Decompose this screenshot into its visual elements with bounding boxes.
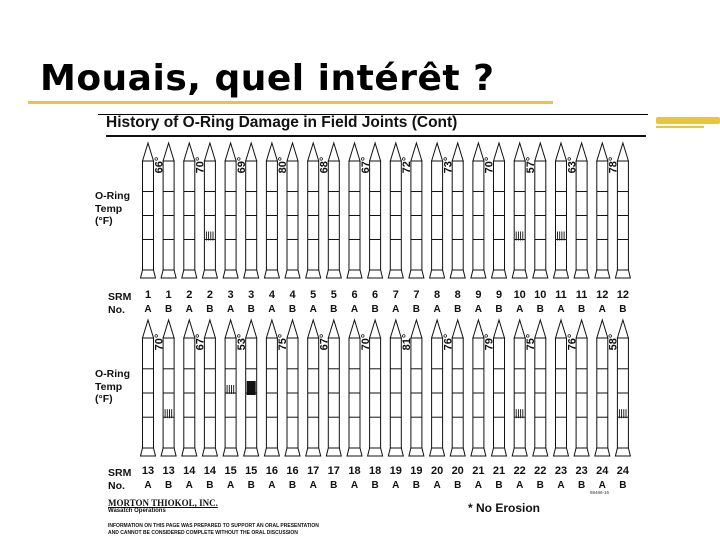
rocket-nozzle (471, 448, 486, 456)
srm-number: 5 (330, 289, 337, 301)
srm-side-letter: B (495, 304, 503, 315)
srm-side-letter: B (536, 304, 544, 315)
srm-side-letter: A (557, 480, 565, 491)
company-name: MORTON THIOKOL, INC. (108, 498, 218, 508)
rocket-nozzle (512, 448, 527, 456)
srm-side-letter: B (288, 304, 297, 315)
temp-label-line: Temp (95, 380, 123, 393)
srm-side-letter: A (474, 480, 483, 491)
rocket-nose (432, 143, 443, 161)
temperature-label: 69° (235, 156, 248, 174)
rocket-nozzle (202, 270, 217, 278)
srm-side-letter: A (350, 304, 359, 315)
srm-side-letter: A (268, 480, 276, 491)
rocket-nose (184, 320, 195, 338)
rocket-nozzle (326, 448, 341, 456)
srm-number: 12 (596, 289, 609, 301)
footnote (108, 523, 319, 537)
rocket-nozzle (615, 270, 630, 278)
rocket-nozzle (264, 448, 279, 456)
rocket-nose (390, 320, 401, 338)
srm-number: 11 (555, 289, 567, 301)
rocket-nozzle (264, 270, 279, 278)
srm-number: 8 (434, 289, 441, 301)
rocket-nozzle (450, 448, 465, 456)
srm-side-letter: B (371, 480, 379, 491)
srm-side-letter: A (598, 304, 606, 315)
rocket-nozzle (244, 270, 259, 278)
temperature-label: 73° (442, 156, 455, 174)
srm-side-letter: B (619, 480, 627, 491)
rocket-nozzle (430, 448, 445, 456)
rocket-nose (225, 320, 236, 338)
srm-side-letter: A (309, 304, 317, 315)
rocket-nozzle (430, 270, 445, 278)
srm-side-letter: B (330, 480, 338, 491)
srm-number: 24 (616, 465, 630, 477)
srm-side-letter: B (288, 480, 297, 491)
rocket-nozzle (615, 448, 630, 456)
rocket-nozzle (141, 448, 156, 456)
srm-side-letter: B (412, 480, 421, 491)
temperature-label: 63° (566, 156, 579, 174)
rocket-nozzle (223, 270, 238, 278)
srm-number: 19 (389, 465, 402, 477)
damage-mark (247, 381, 256, 395)
srm-number: 7 (413, 289, 420, 301)
rocket-nozzle (368, 270, 383, 278)
srm-side-letter: A (474, 304, 483, 315)
rocket-nozzle (202, 448, 217, 456)
srm-label-line: SRM (108, 291, 132, 303)
rocket-nose (349, 320, 360, 338)
srm-side-letter: A (309, 480, 317, 491)
srm-number: 15 (245, 465, 258, 477)
rocket-nozzle (554, 270, 569, 278)
footnote-line: AND CANNOT BE CONSIDERED COMPLETE WITHOUT THE ORAL DISCUSSION (108, 530, 298, 536)
rocket-nozzle (595, 270, 610, 278)
rocket-nose (473, 143, 484, 161)
srm-number: 9 (495, 289, 503, 301)
srm-side-letter: B (164, 480, 173, 491)
division-name: Wasatch Operations (108, 508, 166, 514)
temperature-label: 72° (401, 156, 414, 174)
rocket-nozzle (161, 270, 176, 278)
legend-no-erosion: * No Erosion (468, 501, 541, 515)
rocket-nozzle (182, 270, 197, 278)
rocket-nose (225, 143, 236, 161)
temperature-label: 67° (359, 156, 372, 174)
rocket-nose (473, 320, 484, 338)
temperature-label: 76° (442, 333, 455, 351)
rocket-nose (597, 320, 608, 338)
srm-label-line: SRM (108, 467, 132, 479)
srm-number: 1 (165, 289, 172, 301)
srm-side-letter: B (206, 480, 214, 491)
rocket-nozzle (161, 448, 176, 456)
rocket-nose (597, 143, 608, 161)
srm-side-letter: A (144, 304, 152, 315)
figure-ref: 88486-16 (590, 490, 610, 495)
srm-side-letter: A (433, 304, 441, 315)
temp-label-line: O-Ring (95, 190, 130, 202)
temperature-label: 75° (525, 333, 537, 351)
rocket-nozzle (306, 270, 321, 278)
rocket-nozzle (450, 270, 465, 278)
srm-number: 21 (472, 465, 485, 477)
rocket-nozzle (533, 448, 548, 456)
srm-number: 2 (206, 289, 213, 301)
slide-title: Mouais, quel intérêt ? (40, 58, 495, 99)
rocket-nose (308, 320, 319, 338)
srm-side-letter: B (330, 304, 338, 315)
figure-title: History of O-Ring Damage in Field Joints (Cont) (106, 114, 458, 131)
srm-side-letter: A (144, 480, 152, 491)
srm-number: 24 (596, 465, 609, 477)
srm-side-letter: A (392, 480, 400, 491)
temperature-label: 67° (318, 333, 331, 351)
srm-side-letter: A (350, 480, 359, 491)
srm-number: 9 (475, 289, 482, 301)
temp-label-line: (°F) (95, 393, 113, 405)
srm-side-letter: B (247, 304, 255, 315)
srm-number: 6 (351, 289, 358, 301)
srm-side-letter: B (495, 480, 503, 491)
srm-side-letter: B (577, 304, 586, 315)
srm-number: 21 (492, 465, 506, 477)
rocket-nozzle (223, 448, 238, 456)
temp-label-line: Temp (95, 202, 123, 215)
srm-number: 19 (410, 465, 423, 477)
srm-side-letter: A (598, 480, 606, 491)
temperature-label: 70° (194, 156, 207, 174)
rocket-nozzle (409, 448, 424, 456)
oring-damage-figure (78, 108, 650, 540)
rocket-nozzle (244, 448, 259, 456)
rocket-nose (266, 143, 277, 161)
srm-side-letter: A (185, 304, 193, 315)
srm-number: 4 (268, 289, 275, 301)
srm-number: 23 (554, 465, 568, 477)
srm-label-line: No. (108, 303, 125, 316)
srm-side-letter: A (226, 304, 235, 315)
temperature-label: 76° (566, 333, 579, 351)
temperature-label: 58° (607, 333, 620, 351)
srm-side-letter: A (557, 304, 565, 315)
rocket-nozzle (326, 270, 341, 278)
temperature-label: 70° (483, 156, 496, 174)
rocket-nose (266, 320, 277, 338)
rocket-nose (184, 143, 195, 161)
temperature-label: 67° (194, 333, 207, 351)
rocket-nozzle (141, 270, 156, 278)
rocket-nozzle (574, 270, 589, 278)
rocket-nozzle (182, 448, 197, 456)
srm-number: 10 (513, 289, 526, 301)
srm-side-letter: A (268, 304, 276, 315)
rocket-nozzle (388, 448, 403, 456)
rocket-nozzle (492, 448, 507, 456)
srm-number: 13 (162, 465, 175, 477)
rocket-nose (308, 143, 319, 161)
rocket-nose (556, 320, 567, 338)
rocket-nose (514, 143, 525, 161)
rocket-nose (143, 320, 154, 338)
srm-number: 1 (144, 289, 152, 301)
accent-bar (656, 117, 720, 124)
rocket-nozzle (492, 270, 507, 278)
rocket-nozzle (533, 270, 548, 278)
srm-number: 17 (327, 465, 340, 477)
srm-side-letter: B (412, 304, 421, 315)
srm-number: 13 (141, 465, 155, 477)
srm-label-line: No. (108, 479, 125, 492)
srm-number: 15 (224, 465, 237, 477)
title-underline (28, 101, 553, 104)
srm-side-letter: B (164, 304, 173, 315)
rocket-nozzle (347, 448, 362, 456)
srm-number: 22 (513, 465, 526, 477)
temperature-label: 79° (483, 333, 496, 351)
srm-side-letter: A (392, 304, 400, 315)
srm-side-letter: B (247, 480, 255, 491)
rocket-nozzle (347, 270, 362, 278)
rocket-nozzle (512, 270, 527, 278)
srm-number: 18 (348, 465, 361, 477)
srm-side-letter: B (206, 304, 214, 315)
rocket-nozzle (595, 448, 610, 456)
rocket-nose (514, 320, 525, 338)
srm-number: 23 (575, 465, 588, 477)
rocket-nozzle (388, 270, 403, 278)
srm-number: 17 (307, 465, 320, 477)
srm-number: 20 (430, 465, 444, 477)
srm-side-letter: A (516, 480, 524, 491)
rocket-nozzle (368, 448, 383, 456)
srm-side-letter: A (516, 304, 524, 315)
srm-number: 5 (310, 289, 317, 301)
temperature-label: 75° (277, 333, 290, 351)
srm-number: 16 (265, 465, 279, 477)
temperature-label: 53° (235, 333, 248, 351)
rocket-nozzle (285, 448, 300, 456)
srm-side-letter: B (454, 304, 462, 315)
srm-number: 18 (368, 465, 382, 477)
srm-side-letter: A (185, 480, 193, 491)
rocket-nose (349, 143, 360, 161)
srm-number: 8 (454, 289, 461, 301)
srm-side-letter: A (433, 480, 441, 491)
temperature-label: 68° (318, 156, 331, 174)
srm-number: 14 (183, 465, 196, 477)
srm-number: 20 (451, 465, 464, 477)
temperature-label: 80° (277, 156, 290, 174)
srm-number: 2 (186, 289, 193, 301)
rocket-nozzle (471, 270, 486, 278)
rocket-nozzle (574, 448, 589, 456)
srm-number: 22 (534, 465, 547, 477)
srm-side-letter: A (226, 480, 235, 491)
temp-label-line: O-Ring (95, 368, 130, 380)
rocket-nozzle (306, 448, 321, 456)
rocket-nose (556, 143, 567, 161)
temperature-label: 57° (525, 156, 537, 174)
srm-number: 14 (203, 465, 217, 477)
srm-side-letter: B (619, 304, 627, 315)
rocket-nozzle (554, 448, 569, 456)
temp-label-line: (°F) (95, 215, 113, 227)
srm-side-letter: B (577, 480, 586, 491)
srm-number: 10 (534, 289, 547, 301)
rocket-nozzle (285, 270, 300, 278)
srm-side-letter: B (536, 480, 544, 491)
temperature-label: 66° (153, 156, 166, 174)
srm-number: 3 (248, 289, 255, 301)
footnote-line: INFORMATION ON THIS PAGE WAS PREPARED TO SUPPORT AN ORAL PRESENTATION (108, 523, 319, 529)
srm-number: 11 (575, 289, 588, 301)
temperature-label: 81° (401, 333, 414, 351)
temperature-label: 70° (153, 333, 166, 351)
accent-bar-thin (656, 126, 704, 128)
srm-number: 3 (227, 289, 234, 301)
srm-side-letter: B (371, 304, 379, 315)
rocket-nose (432, 320, 443, 338)
rocket-nozzle (409, 270, 424, 278)
rocket-diagram (78, 108, 650, 498)
srm-number: 7 (392, 289, 399, 301)
srm-number: 6 (372, 289, 379, 301)
srm-number: 12 (616, 289, 630, 301)
temperature-label: 70° (359, 333, 372, 351)
srm-side-letter: B (454, 480, 462, 491)
srm-number: 4 (289, 289, 296, 301)
srm-number: 16 (286, 465, 299, 477)
temperature-label: 78° (607, 156, 620, 174)
rocket-nose (390, 143, 401, 161)
rocket-nose (143, 143, 154, 161)
